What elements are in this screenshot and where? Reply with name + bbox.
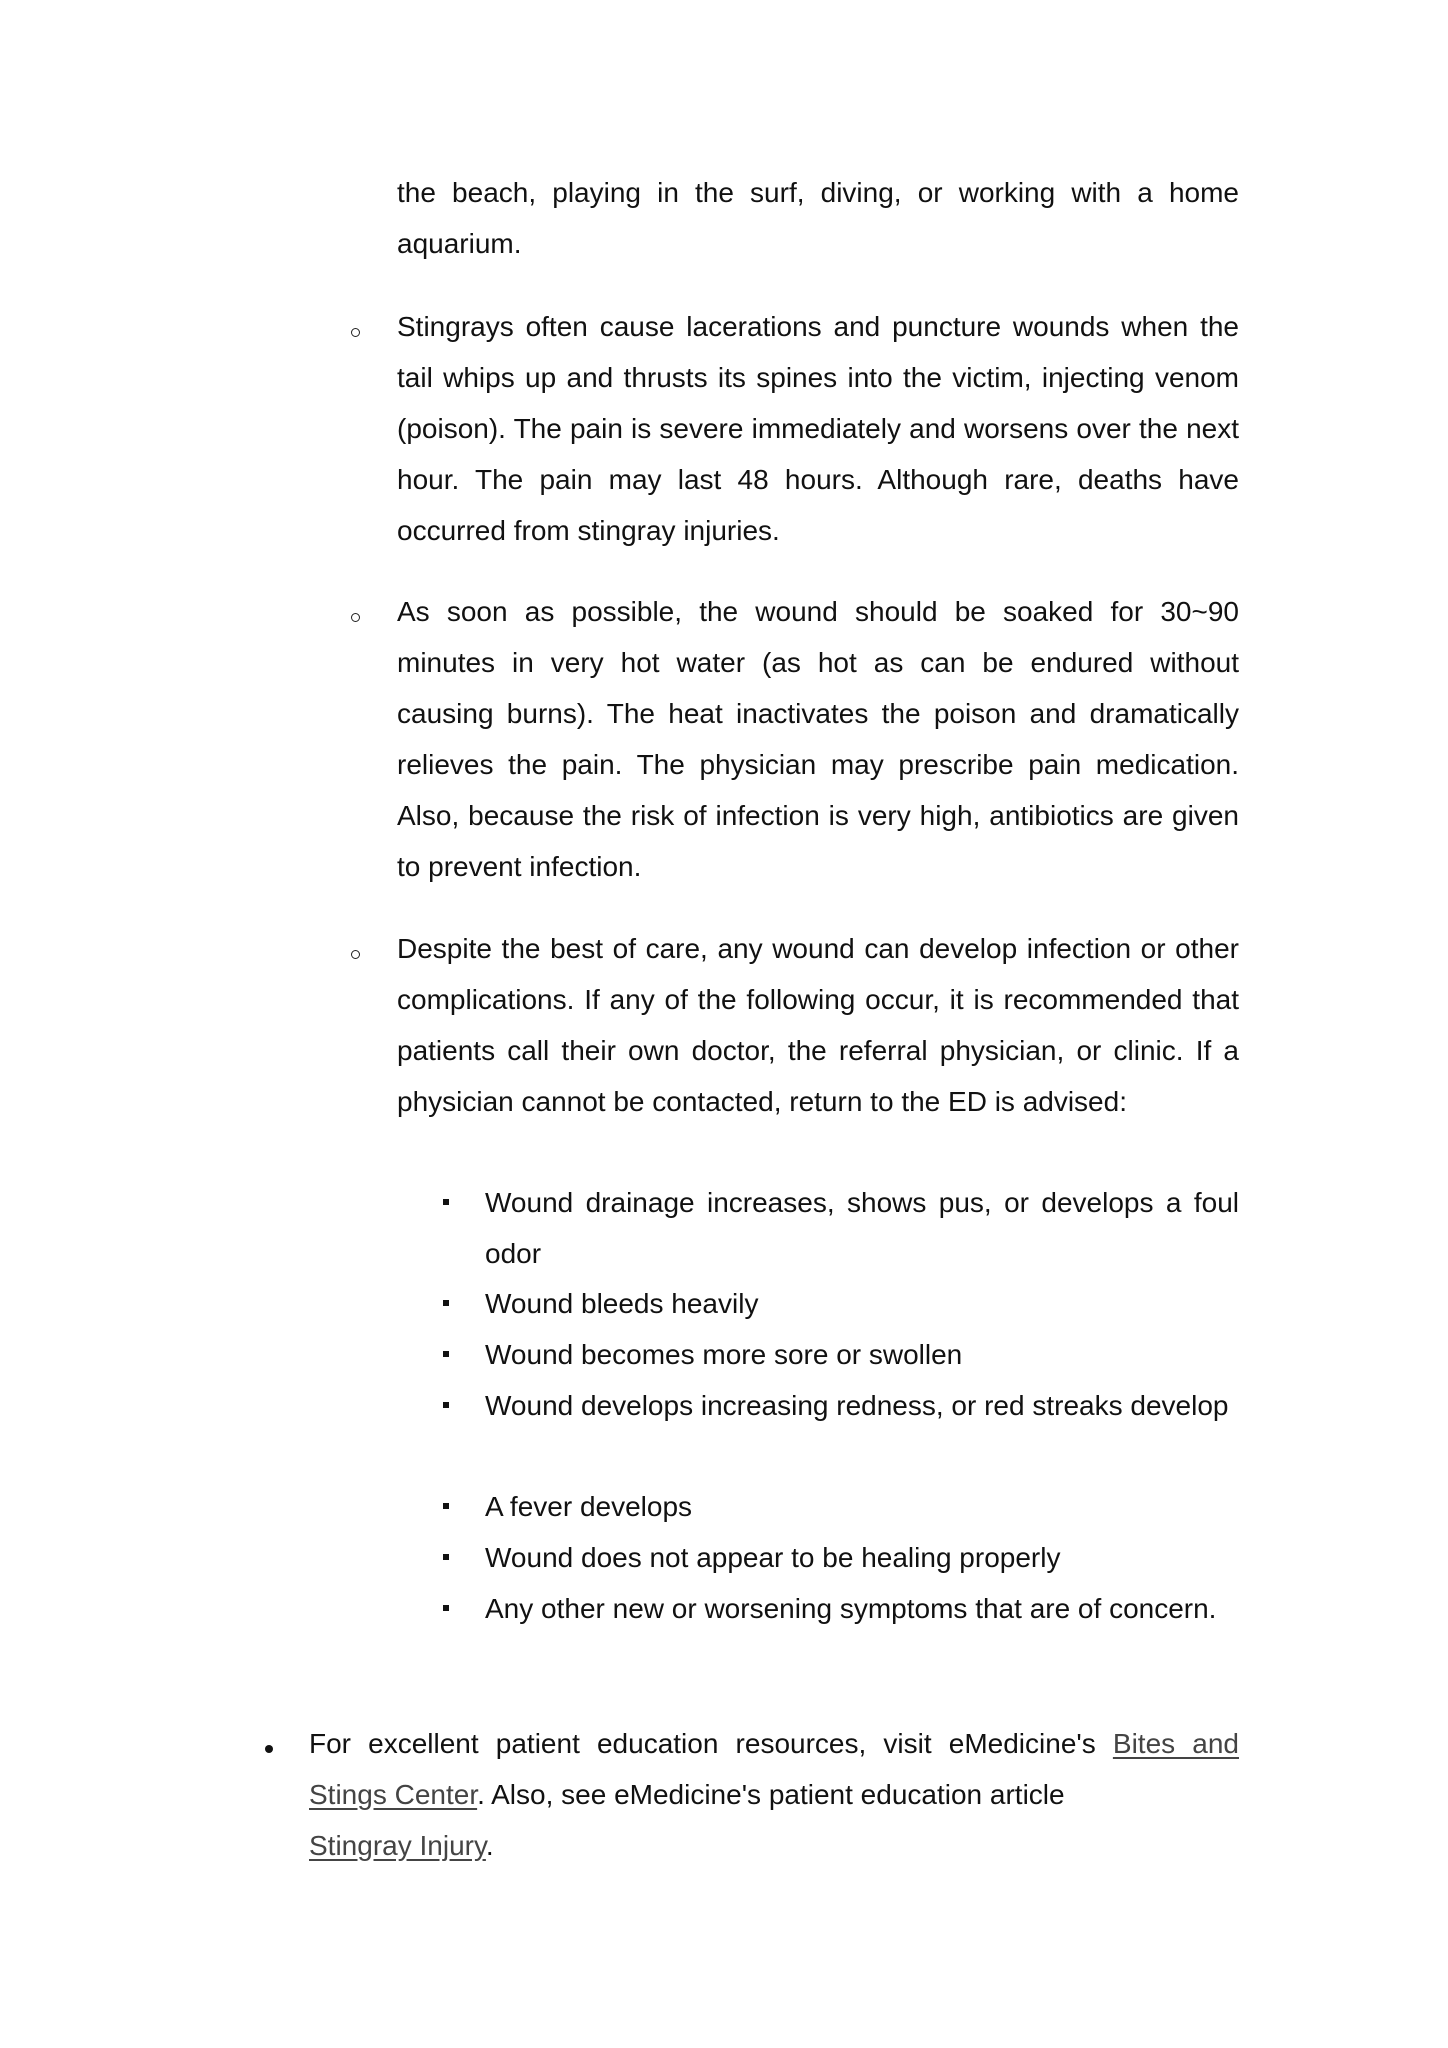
bullet-square-icon: [443, 1300, 449, 1306]
list-item: Any other new or worsening symptoms that are of concern.: [485, 1593, 1217, 1624]
bullet-square-icon: [443, 1402, 449, 1408]
final-text-before: For excellent patient education resources, visit eMedicine's: [309, 1728, 1113, 1759]
list-item: Wound does not appear to be healing properly: [485, 1542, 1061, 1573]
bullet-square-icon: [443, 1605, 449, 1611]
bites-and-stings-center-link[interactable]: Bites and Stings Center: [309, 1728, 1239, 1810]
bullet-square-icon: [443, 1503, 449, 1509]
list-item: Stingrays often cause lacerations and puncture wounds when the tail whips up and thrusts its spines into the victim, injecting venom (poison). The pain is severe immediately and worsens over the next hour. The pain may last 48 hours. Although rare, deaths have occurred from stingray injuries.: [397, 311, 1239, 546]
bullet-square-icon: [443, 1554, 449, 1560]
list-item: Wound develops increasing redness, or red streaks develop: [485, 1390, 1229, 1421]
bullet-dot-icon: [265, 1745, 273, 1753]
bullet-square-icon: [443, 1199, 449, 1205]
final-text-after: .: [485, 1830, 494, 1861]
bullet-circle-icon: [351, 950, 360, 959]
list-item: Wound drainage increases, shows pus, or develops a foul odor: [485, 1187, 1239, 1269]
continuation-paragraph: the beach, playing in the surf, diving, or working with a home aquarium.: [397, 177, 1239, 259]
final-paragraph: [309, 1718, 1239, 1871]
list-item: As soon as possible, the wound should be soaked for 30~90 minutes in very hot water (as hot as can be endured without causing burns). The heat inactivates the poison and dramatically relieves the pain. The physician may prescribe pain medication. Also, because the risk of infection is very high, antibiotics are given to prevent infection.: [397, 596, 1239, 882]
list-item: Despite the best of care, any wound can develop infection or other complications. If any of the following occur, it is recommended that patients call their own doctor, the referral physician, or clinic. If a physician cannot be contacted, return to the ED is advised:: [397, 933, 1239, 1117]
bullet-circle-icon: [351, 328, 360, 337]
bullet-square-icon: [443, 1351, 449, 1357]
final-text-middle: . Also, see eMedicine's patient education article: [477, 1779, 1065, 1810]
bullet-circle-icon: [351, 613, 360, 622]
list-item: Wound becomes more sore or swollen: [485, 1339, 963, 1370]
list-item: Wound bleeds heavily: [485, 1288, 759, 1319]
stingray-injury-link[interactable]: Stingray Injury: [309, 1830, 486, 1861]
list-item: A fever develops: [485, 1491, 693, 1522]
